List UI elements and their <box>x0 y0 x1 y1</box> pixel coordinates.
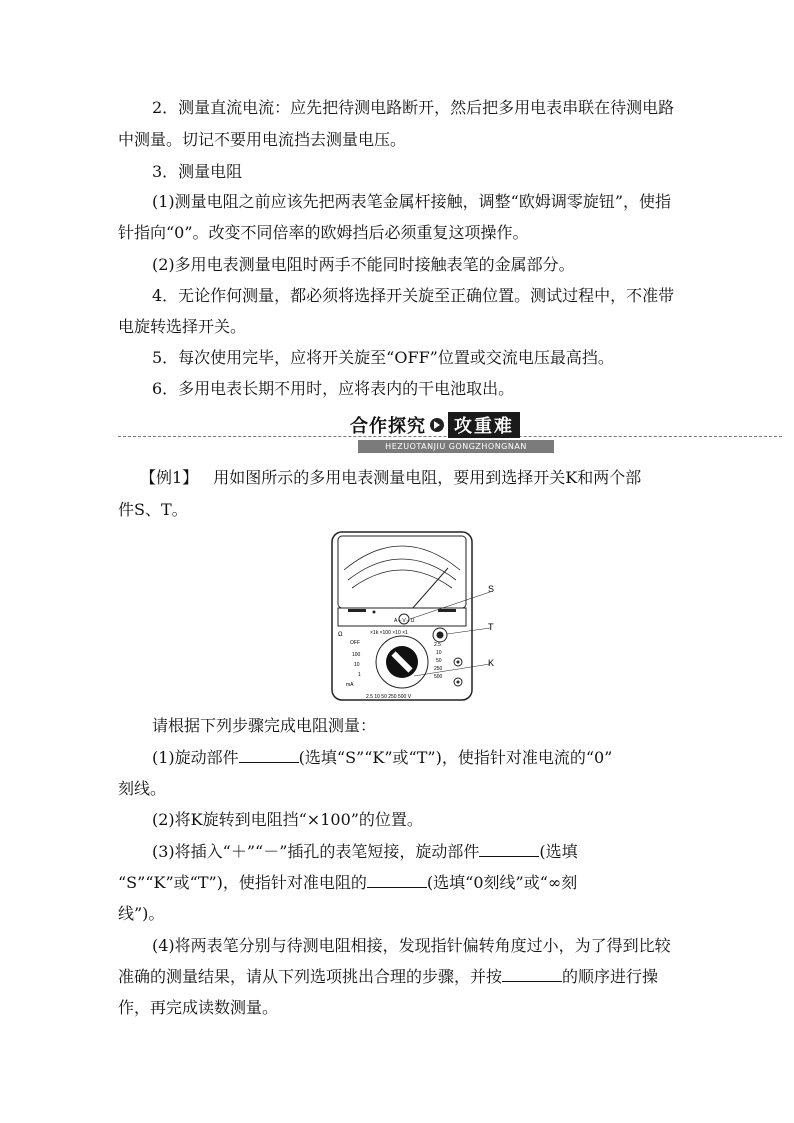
banner-right-text: 攻重难 <box>448 412 520 438</box>
arrow-icon <box>430 418 444 432</box>
label-t: T <box>488 622 494 632</box>
multimeter-figure <box>330 530 500 702</box>
left-mark: 1 <box>358 672 361 678</box>
ma-label: mA <box>346 682 354 688</box>
answer-blank[interactable] <box>367 873 427 888</box>
question-line: 作，再完成读数测量。 <box>118 998 279 1017</box>
example-text: 用如图所示的多用电表测量电阻，要用到选择开关K和两个部 <box>213 468 642 487</box>
label-k: K <box>488 658 495 668</box>
example-label: 【例1】 <box>140 468 199 487</box>
question-line <box>152 748 612 768</box>
question-line: 线”)。 <box>118 904 165 923</box>
right-mark: 500 <box>434 674 443 680</box>
paragraph-line: (2)多用电表测量电阻时两手不能同时接触表笔的金属部分。 <box>152 255 575 274</box>
answer-blank[interactable] <box>479 842 539 857</box>
question-text: (选填“S”“K”或“T”)，使指针对准电流的“0” <box>298 748 613 767</box>
banner-subtitle: HEZUOTANJIU GONGZHONGNAN <box>358 440 554 453</box>
right-mark: 2.5 <box>434 642 441 648</box>
question-line <box>118 967 658 987</box>
omega-label: Ω <box>338 632 343 638</box>
question-text: (3)将插入“＋”“－”插孔的表笔短接，旋动部件 <box>152 842 480 861</box>
left-mark: 10 <box>354 662 360 668</box>
example-line: 件S、T。 <box>118 500 188 519</box>
question-line: (2)将K旋转到电阻挡“×100”的位置。 <box>152 810 423 829</box>
question-text: 的顺序进行操 <box>562 967 659 986</box>
answer-blank[interactable] <box>239 748 299 763</box>
paragraph-line: 电旋转选择开关。 <box>118 317 247 336</box>
answer-blank[interactable] <box>502 967 562 982</box>
off-label: OFF <box>350 640 360 646</box>
paragraph-line: 4．无论作何测量，都必须将选择开关旋至正确位置。测试过程中，不准带 <box>152 286 675 305</box>
example-line <box>140 468 641 488</box>
question-line <box>152 842 578 862</box>
right-mark: 10 <box>436 650 442 656</box>
scale-text: A－V－Ω <box>394 618 415 624</box>
question-text: “S”“K”或“T”)，使指针对准电阻的 <box>118 873 367 892</box>
paragraph-line: 6．多用电表长期不用时，应将表内的干电池取出。 <box>152 379 515 398</box>
section-banner <box>350 412 520 438</box>
paragraph-line: 针指向“0”。改变不同倍率的欧姆挡后必须重复这项操作。 <box>118 223 529 242</box>
question-line: 刻线。 <box>118 779 167 798</box>
question-line <box>118 873 577 893</box>
label-s: S <box>488 584 495 594</box>
paragraph-line: (1)测量电阻之前应该先把两表笔金属杆接触，调整“欧姆调零旋钮”，使指 <box>152 192 672 211</box>
left-mark: 100 <box>352 652 361 658</box>
paragraph-line: 中测量。切记不要用电流挡去测量电压。 <box>118 130 407 149</box>
section-heading: 3．测量电阻 <box>152 162 243 181</box>
bottom-marks: 2.5 10 50 250 500 V <box>366 694 412 700</box>
question-text: (1)旋动部件 <box>152 748 239 767</box>
paragraph-line: 请根据下列步骤完成电阻测量： <box>152 716 377 735</box>
right-mark: 250 <box>434 666 443 672</box>
banner-left-text: 合作探究 <box>350 416 426 437</box>
right-mark: 50 <box>436 658 442 664</box>
question-text: 准确的测量结果，请从下列选项挑出合理的步骤，并按 <box>118 967 503 986</box>
question-text: (选填“0刻线”或“∞刻 <box>426 873 578 892</box>
question-text: (选填 <box>539 842 578 861</box>
paragraph-line: 2．测量直流电流：应先把待测电路断开，然后把多用电表串联在待测电路 <box>152 98 675 117</box>
paragraph-line: 5．每次使用完毕，应将开关旋至“OFF”位置或交流电压最高挡。 <box>152 348 614 367</box>
dial-top-label: ×1k ×100 ×10 ×1 <box>370 630 408 636</box>
question-line: (4)将两表笔分别与待测电阻相接，发现指针偏转角度过小，为了得到比较 <box>152 936 671 955</box>
